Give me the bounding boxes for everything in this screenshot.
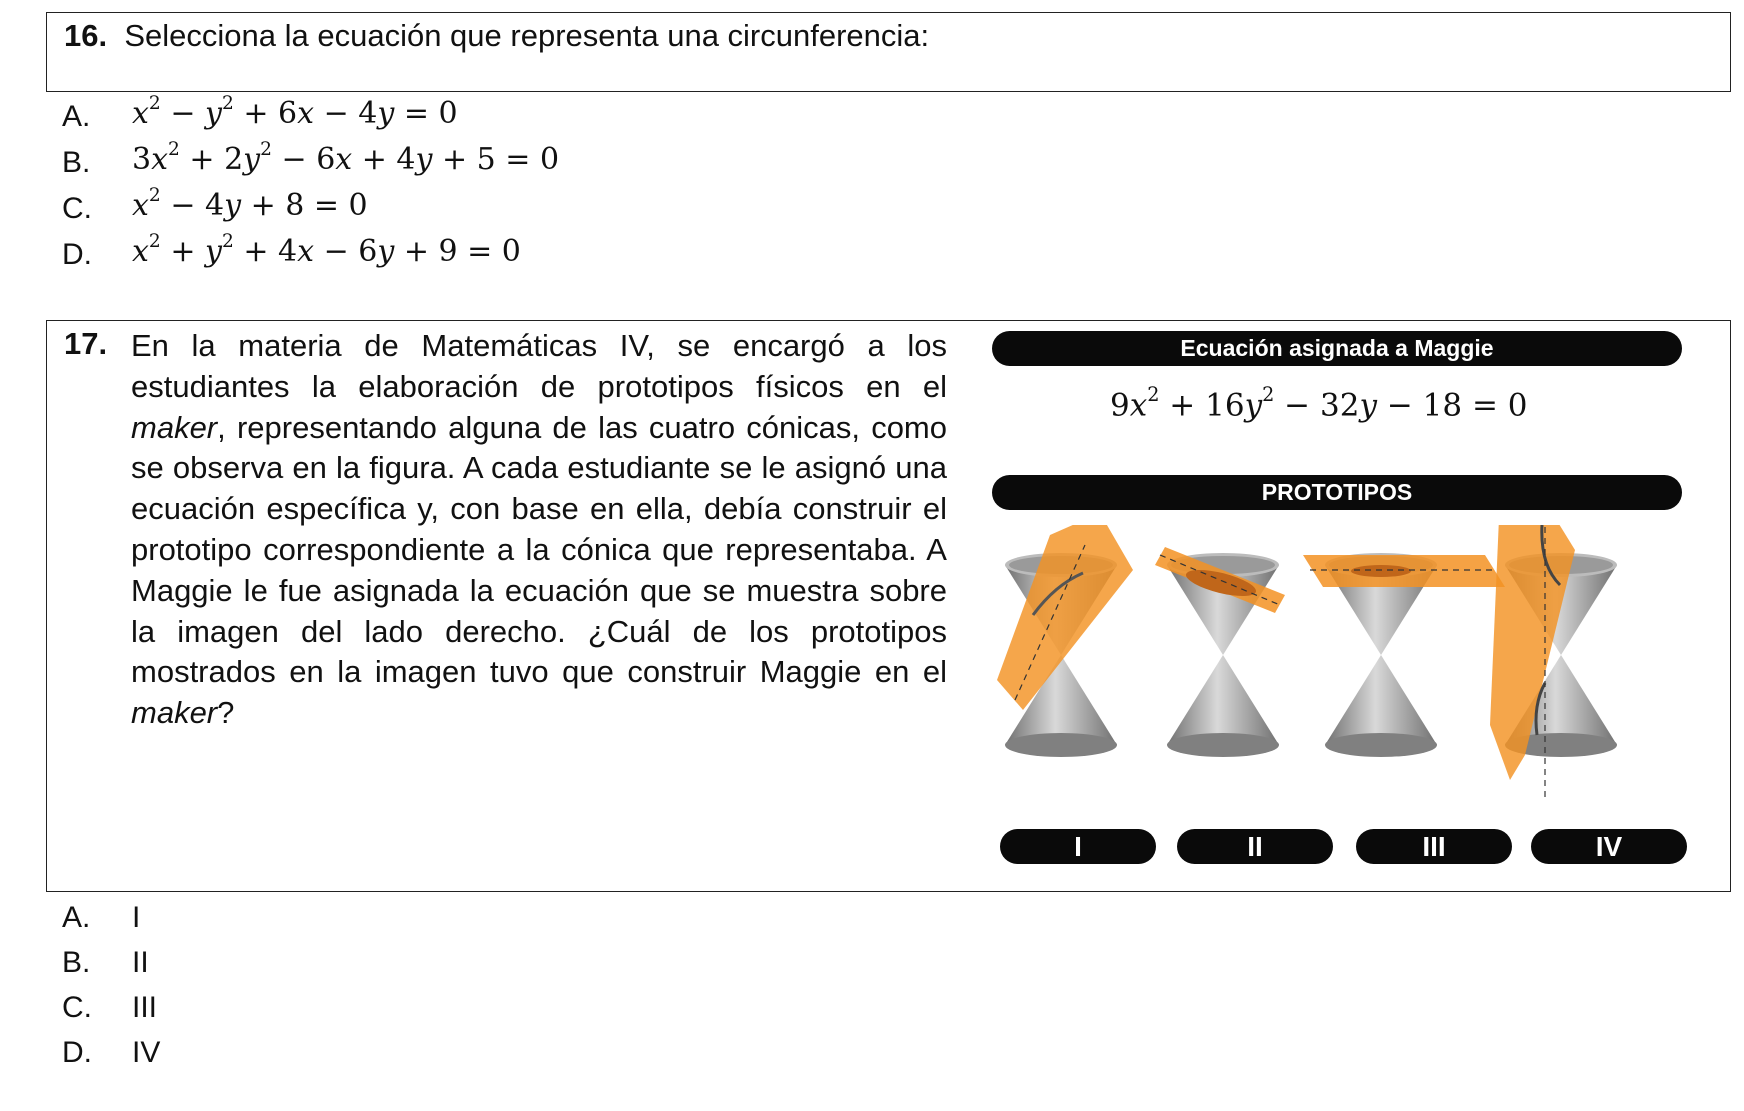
prototype-i-cones	[997, 525, 1133, 757]
option-letter: C.	[62, 192, 92, 225]
prototypes-figure	[985, 525, 1685, 815]
option-letter: A.	[62, 901, 91, 934]
question-16-prompt	[64, 18, 929, 54]
prototypes-header: PROTOTIPOS	[992, 475, 1682, 510]
option-letter: D.	[62, 238, 92, 271]
option-value: III	[132, 991, 158, 1024]
option-letter: B.	[62, 946, 91, 979]
option-letter: A.	[62, 100, 91, 133]
option-letter: B.	[62, 146, 91, 179]
prototype-iii-cones	[1303, 553, 1505, 757]
prototype-label-i: I	[1000, 829, 1156, 864]
option-equation: $x^2 - 4y + 8 = 0$	[132, 185, 368, 223]
option-value: IV	[132, 1036, 161, 1069]
option-value: II	[132, 946, 149, 979]
prototype-label-iii: III	[1356, 829, 1512, 864]
prototype-iv-cones	[1490, 525, 1617, 800]
option-value: I	[132, 901, 141, 934]
option-equation: $x^2 - y^2 + 6x - 4y = 0$	[132, 93, 458, 131]
question-number: 17.	[64, 326, 108, 361]
question-17-text: En la materia de Matemáticas IV, se encargó a los estudiantes la elaboración de prototipos físicos en el maker, representando alguna de las cuatro cónicas, como se observa en la figura. A cada estudiante se le asignó una ecuación específica y, con base en ella, debía construir el prototipo correspondiente a la cónica que representaba. A Maggie le fue asignada la ecuación que se muestra sobre la imagen del lado derecho. ¿Cuál de los prototipos mostrados en la imagen tuvo que construir Maggie en el maker?	[131, 328, 947, 731]
prototype-ii-cones	[1155, 547, 1285, 757]
question-number: 16.	[64, 18, 108, 53]
maggie-equation: $9x^2 + 16y^2 - 32y - 18 = 0$	[1110, 383, 1528, 424]
prototype-label-iv: IV	[1531, 829, 1687, 864]
option-equation: $3x^2 + 2y^2 - 6x + 4y + 5 = 0$	[132, 139, 560, 177]
option-equation: $x^2 + y^2 + 4x - 6y + 9 = 0$	[132, 231, 521, 269]
option-letter: D.	[62, 1036, 92, 1069]
option-letter: C.	[62, 991, 92, 1024]
equation-header: Ecuación asignada a Maggie	[992, 331, 1682, 366]
prototype-label-ii: II	[1177, 829, 1333, 864]
question-text: Selecciona la ecuación que representa una circunferencia:	[124, 18, 930, 53]
